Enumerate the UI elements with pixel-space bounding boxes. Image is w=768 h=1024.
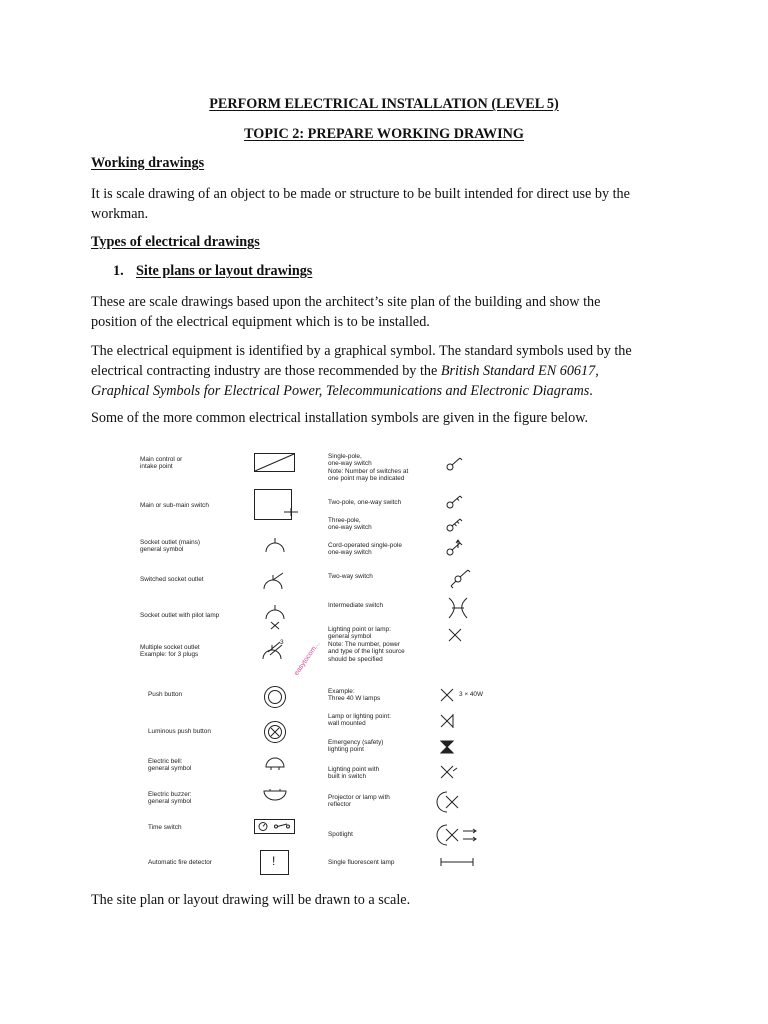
symbol-label: Luminous push button	[148, 728, 211, 735]
symbol-label: Push button	[148, 691, 183, 698]
intermediate-switch-icon	[446, 596, 470, 620]
lighting-point-icon	[448, 628, 462, 642]
working-drawings-heading: Working drawings	[91, 155, 205, 171]
multiple-socket-annotation: 3	[280, 639, 284, 646]
closing-sentence: The site plan or layout drawing will be drawn to a scale.	[91, 892, 411, 908]
single-pole-switch-icon	[446, 456, 466, 472]
symbol-label: Multiple socket outlet Example: for 3 plugs	[140, 644, 200, 659]
paragraph-text: .	[589, 383, 593, 399]
watermark: easytocom...	[293, 640, 322, 678]
symbols-figure	[130, 445, 500, 875]
symbol-label: Automatic fire detector	[148, 859, 212, 866]
symbol-label: Two-way switch	[328, 573, 373, 580]
lighting-switch-icon	[440, 765, 458, 779]
projector-icon	[438, 791, 462, 813]
symbol-label: Electric buzzer: general symbol	[148, 791, 192, 806]
three-lamps-icon	[440, 688, 454, 702]
topic-heading: TOPIC 2: PREPARE WORKING DRAWING	[244, 126, 524, 142]
paragraph-line: The electrical equipment is identified by a graphical symbol. The standard symbols used by the	[91, 343, 632, 359]
luminous-push-button-icon	[263, 720, 287, 744]
list-number: 1.	[113, 263, 124, 279]
symbol-label: Lamp or lighting point: wall mounted	[328, 713, 391, 728]
three-lamps-annotation: 3 × 40W	[459, 691, 483, 698]
multiple-socket-icon	[260, 639, 290, 661]
symbol-label: Intermediate switch	[328, 602, 384, 609]
symbol-label: Two-pole, one-way switch	[328, 499, 402, 506]
paragraph-line	[91, 381, 671, 401]
paragraph-text: electrical contracting industry are those recommended by the	[91, 363, 441, 379]
document-title: PERFORM ELECTRICAL INSTALLATION (LEVEL 5)	[209, 96, 559, 112]
socket-outlet-icon	[264, 538, 286, 554]
paragraph-line: It is scale drawing of an object to be made or structure to be built intended for direct use by the	[91, 186, 630, 202]
types-heading: Types of electrical drawings	[91, 234, 260, 250]
symbol-label: Lighting point with built in switch	[328, 766, 380, 781]
fire-detector-annotation: !	[272, 854, 276, 868]
main-control-icon	[254, 453, 296, 473]
symbol-label: Electric bell: general symbol	[148, 758, 192, 773]
electric-bell-icon	[264, 757, 286, 771]
push-button-icon	[263, 685, 287, 709]
time-switch-icon	[254, 819, 296, 835]
emergency-lighting-icon	[440, 740, 454, 754]
symbol-label: Socket outlet with pilot lamp	[140, 612, 220, 619]
two-way-switch-icon	[450, 567, 474, 589]
wall-lamp-icon	[440, 714, 454, 728]
socket-pilot-lamp-icon	[264, 605, 286, 631]
symbol-label: Switched socket outlet	[140, 576, 204, 583]
symbol-label: Socket outlet (mains) general symbol	[140, 539, 201, 554]
main-switch-icon	[254, 489, 300, 523]
symbol-label: Single-pole, one-way switch Note: Number of switches at one point may be indicated	[328, 453, 409, 483]
symbol-label: Time switch	[148, 824, 182, 831]
two-pole-switch-icon	[446, 494, 466, 510]
paragraph-line: position of the electrical equipment which is to be installed.	[91, 314, 430, 330]
symbol-label: Example: Three 40 W lamps	[328, 688, 381, 703]
symbol-label: Cord-operated single-pole one-way switch	[328, 542, 402, 557]
symbol-label: Emergency (safety) lighting point	[328, 739, 384, 754]
fluorescent-lamp-icon	[440, 857, 476, 867]
symbol-label: Projector or lamp with reflector	[328, 794, 390, 809]
symbols-paragraph	[91, 341, 671, 401]
symbol-label: Main control or intake point	[140, 456, 183, 471]
paragraph-line: workman.	[91, 206, 149, 222]
electric-buzzer-icon	[262, 789, 288, 803]
paragraph-line: These are scale drawings based upon the architect’s site plan of the building and show the	[91, 294, 601, 310]
paragraph-line	[91, 361, 671, 381]
spotlight-icon	[438, 824, 482, 846]
symbol-label: Three-pole, one-way switch	[328, 517, 372, 532]
three-pole-switch-icon	[446, 517, 466, 533]
site-plans-paragraph	[91, 292, 671, 332]
standard-title: Graphical Symbols for Electrical Power, Telecommunications and Electronic Diagrams	[91, 383, 590, 399]
figure-intro: Some of the more common electrical installation symbols are given in the figure below.	[91, 410, 589, 426]
cord-switch-icon	[446, 539, 466, 557]
switched-socket-icon	[262, 571, 286, 591]
symbol-label: Spotlight	[328, 831, 353, 838]
symbol-label: Main or sub-main switch	[140, 502, 209, 509]
symbol-label: Lighting point or lamp: general symbol Note: The number, power and type of the light source should be specified	[328, 626, 405, 663]
working-drawings-paragraph	[91, 184, 671, 224]
standard-reference: British Standard EN 60617,	[440, 363, 599, 379]
symbol-label: Single fluorescent lamp	[328, 859, 395, 866]
list-item-site-plans: Site plans or layout drawings	[136, 263, 313, 279]
